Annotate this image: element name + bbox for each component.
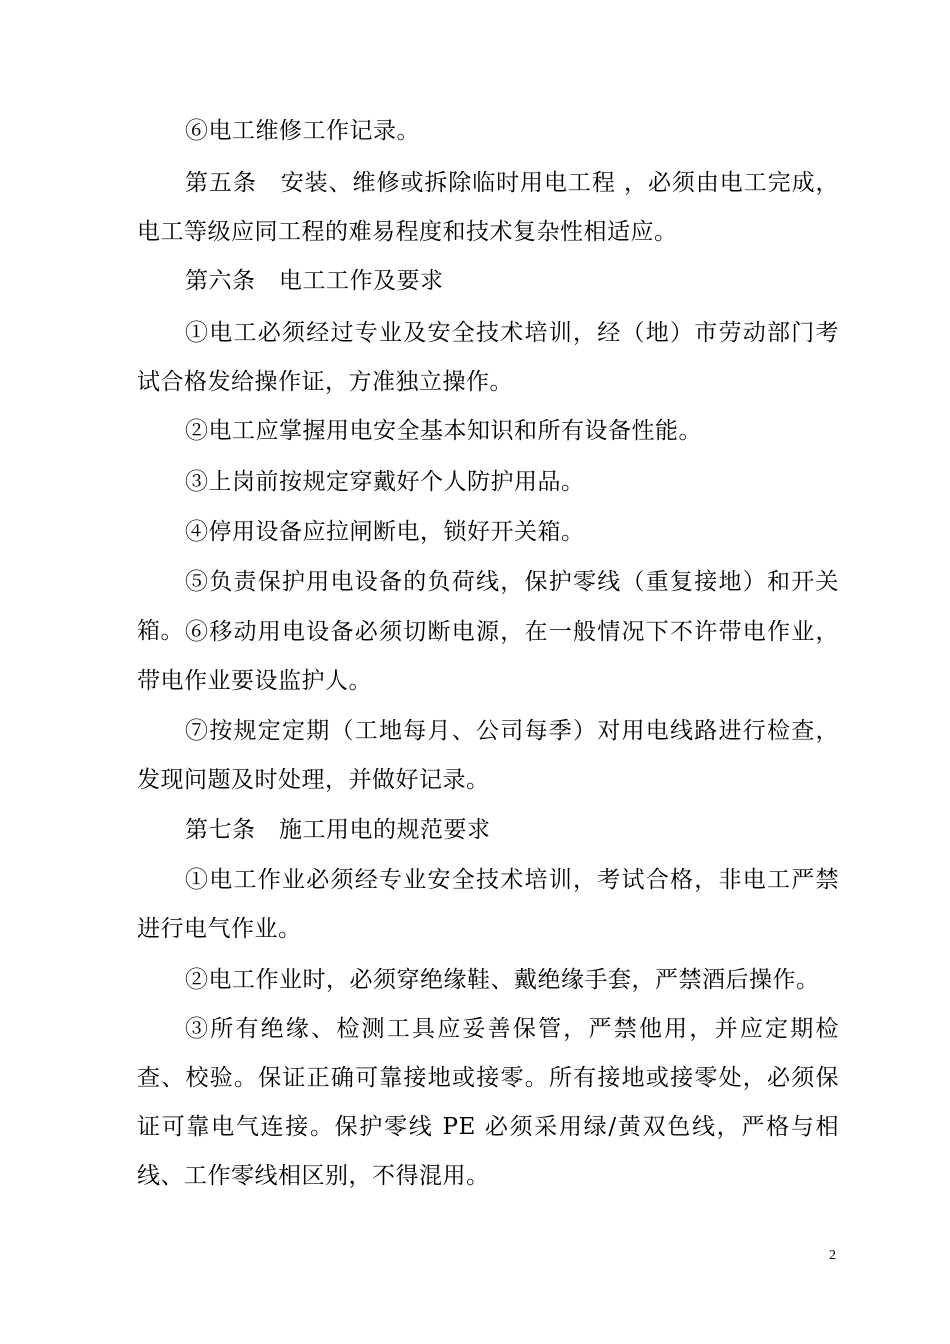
article-6-item-7: ⑦按规定定期（工地每月、公司每季）对用电线路进行检查，发现问题及时处理，并做好记录。 [137, 718, 839, 793]
article-6-item-5: ⑤负责保护用电设备的负荷线，保护零线（重复接地）和开关箱。 [137, 569, 839, 644]
paragraph-item-6-record: ⑥电工维修工作记录。 [185, 118, 420, 144]
article-7-item-2: ②电工作业时，必须穿绝缘鞋、戴绝缘手套，严禁酒后操作。 [185, 967, 820, 993]
article-6-heading: 第六条 电工工作及要求 [185, 268, 444, 294]
article-6-item-4: ④停用设备应拉闸断电，锁好开关箱。 [185, 519, 585, 545]
article-5-paragraph: 第五条 安装、维修或拆除临时用电工程 ，必须由电工完成，电工等级应同工程的难易程度和技术复杂性相适应。 [137, 170, 839, 245]
article-6-item-1: ①电工必须经过专业及安全技术培训，经（地）市劳动部门考试合格发给操作证，方准独立操作。 [137, 320, 839, 395]
page-number: 2 [829, 1248, 836, 1263]
article-6-item-6: ⑥移动用电设备必须切断电源，在一般情况下不许带电作业，带电作业要设监护人。 [137, 619, 839, 694]
article-7-item-3: ③所有绝缘、检测工具应妥善保管，严禁他用，并应定期检查、校验。保证正确可靠接地或接零。所有接地或接零处，必须保证可靠电气连接。保护零线 PE 必须采用绿/黄双色线，严格与相线、工作零线相区别，不得混用。 [137, 1016, 839, 1189]
article-6-item-2: ②电工应掌握用电安全基本知识和所有设备性能。 [185, 418, 702, 444]
article-6-item-3: ③上岗前按规定穿戴好个人防护用品。 [185, 469, 585, 495]
article-7-item-1: ①电工作业必须经专业安全技术培训，考试合格，非电工严禁进行电气作业。 [137, 867, 839, 942]
article-7-heading: 第七条 施工用电的规范要求 [185, 817, 491, 843]
